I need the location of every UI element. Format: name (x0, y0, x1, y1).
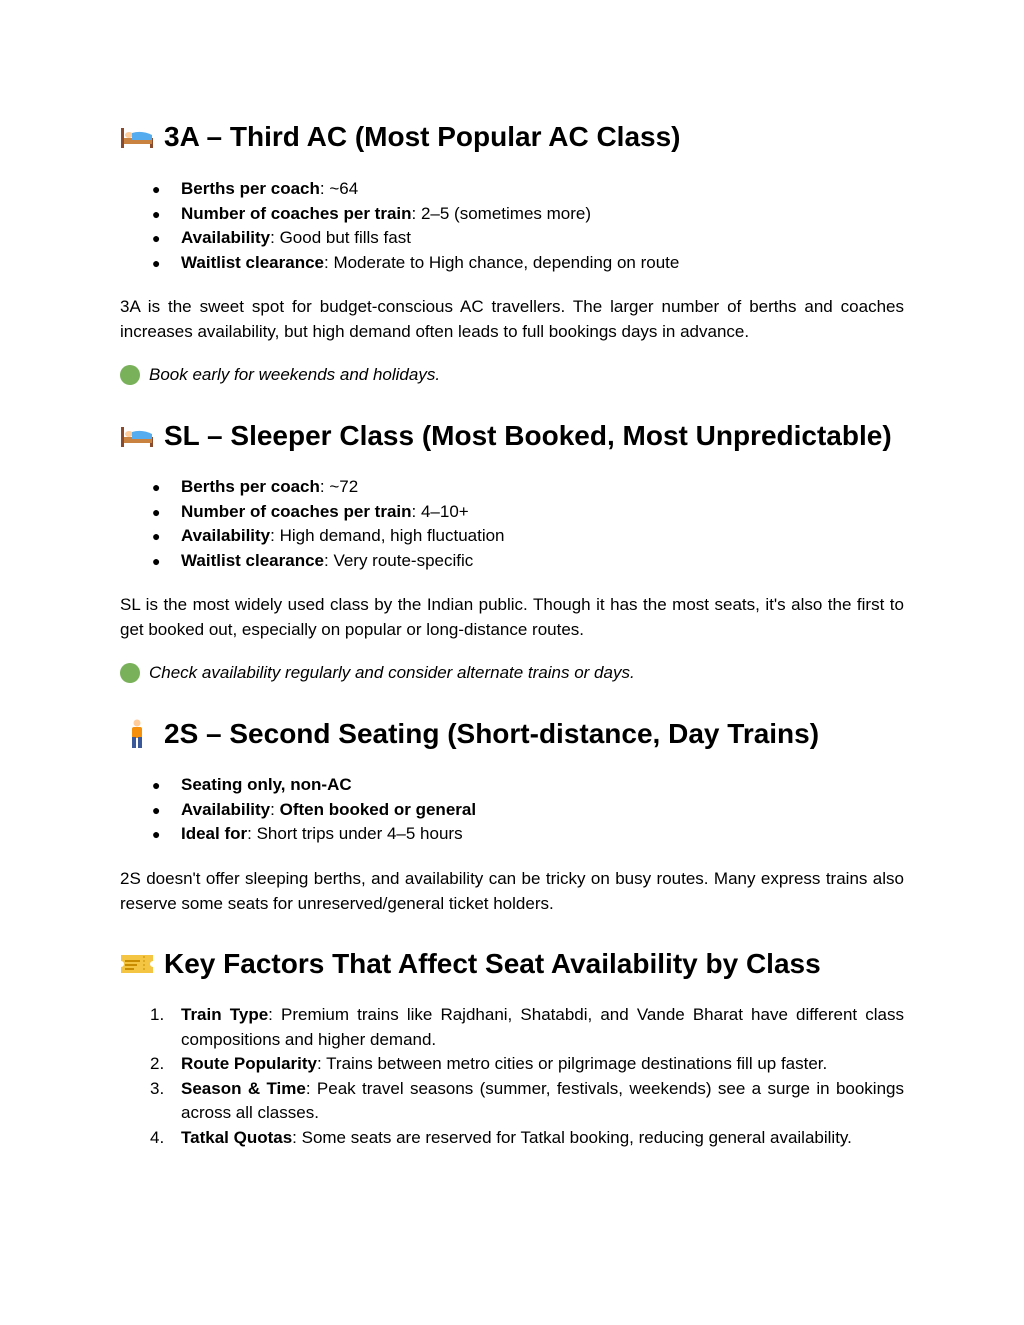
section-heading (120, 419, 904, 453)
list-item: ● Number of coaches per train: 4–10+ (152, 501, 469, 521)
list-item: 1. Train Type: Premium trains like Rajdhani, Shatabdi, and Vande Bharat have different class compositions and higher demand. (150, 1005, 904, 1049)
list-item: ● Availability: High demand, high fluctuation (152, 526, 505, 545)
paragraph: SL is the most widely used class by the Indian public. Though it has the most seats, it's also the first to get booked out, especially on popular or long-distance routes. (120, 595, 904, 639)
list-item: ● Ideal for: Short trips under 4–5 hours (152, 824, 463, 843)
section-heading (120, 120, 904, 154)
section-title: 3A – Third AC (Most Popular AC Class) (164, 121, 681, 152)
paragraph: 2S doesn't offer sleeping berths, and availability can be tricky on busy routes. Many express trains also reserve some seats for unreserved/general ticket holders. (120, 869, 904, 913)
list-item: ● Number of coaches per train: 2–5 (sometimes more) (152, 203, 592, 223)
list-item: 3. Season & Time: Peak travel seasons (summer, festivals, weekends) see a surge in bookings across all classes. (150, 1078, 904, 1122)
tip: Check availability regularly and consider alternate trains or days. (120, 661, 904, 686)
list-item: ● Availability: Often booked or general (152, 799, 477, 819)
section-heading (120, 947, 904, 981)
section-title: Key Factors That Affect Seat Availability by Class (164, 948, 821, 979)
section-title: 2S – Second Seating (Short-distance, Day Trains) (164, 718, 820, 749)
green-circle-icon (120, 663, 140, 683)
list-item: ● Berths per coach: ~72 (152, 477, 359, 496)
list-item: ● Waitlist clearance: Moderate to High chance, depending on route (152, 252, 680, 272)
bed-icon (120, 122, 156, 152)
ticket-icon (120, 949, 156, 979)
list-item: 2. Route Popularity: Trains between metro cities or pilgrimage destinations fill up faster. (150, 1054, 828, 1073)
list-item: ● Availability: Good but fills fast (152, 228, 411, 247)
green-circle-icon (120, 365, 140, 385)
paragraph: 3A is the sweet spot for budget-conscious AC travellers. The larger number of berths and coaches increases availability, but high demand often leads to full bookings days in advance. (120, 297, 904, 341)
section-title: SL – Sleeper Class (Most Booked, Most Unpredictable) (164, 420, 892, 451)
standing-person-icon (120, 719, 156, 749)
list-item: ● Berths per coach: ~64 (152, 179, 359, 198)
bullet-list (120, 475, 904, 573)
section-heading (120, 717, 904, 751)
bullet-list (120, 177, 904, 275)
bed-icon (120, 421, 156, 451)
tip: Book early for weekends and holidays. (120, 363, 904, 388)
numbered-list (120, 1003, 904, 1150)
list-item: ● Seating only, non-AC (152, 775, 352, 794)
list-item: ● Waitlist clearance: Very route-specific (152, 550, 474, 570)
bullet-list (120, 773, 904, 847)
list-item: 4. Tatkal Quotas: Some seats are reserved for Tatkal booking, reducing general availability. (150, 1127, 852, 1147)
